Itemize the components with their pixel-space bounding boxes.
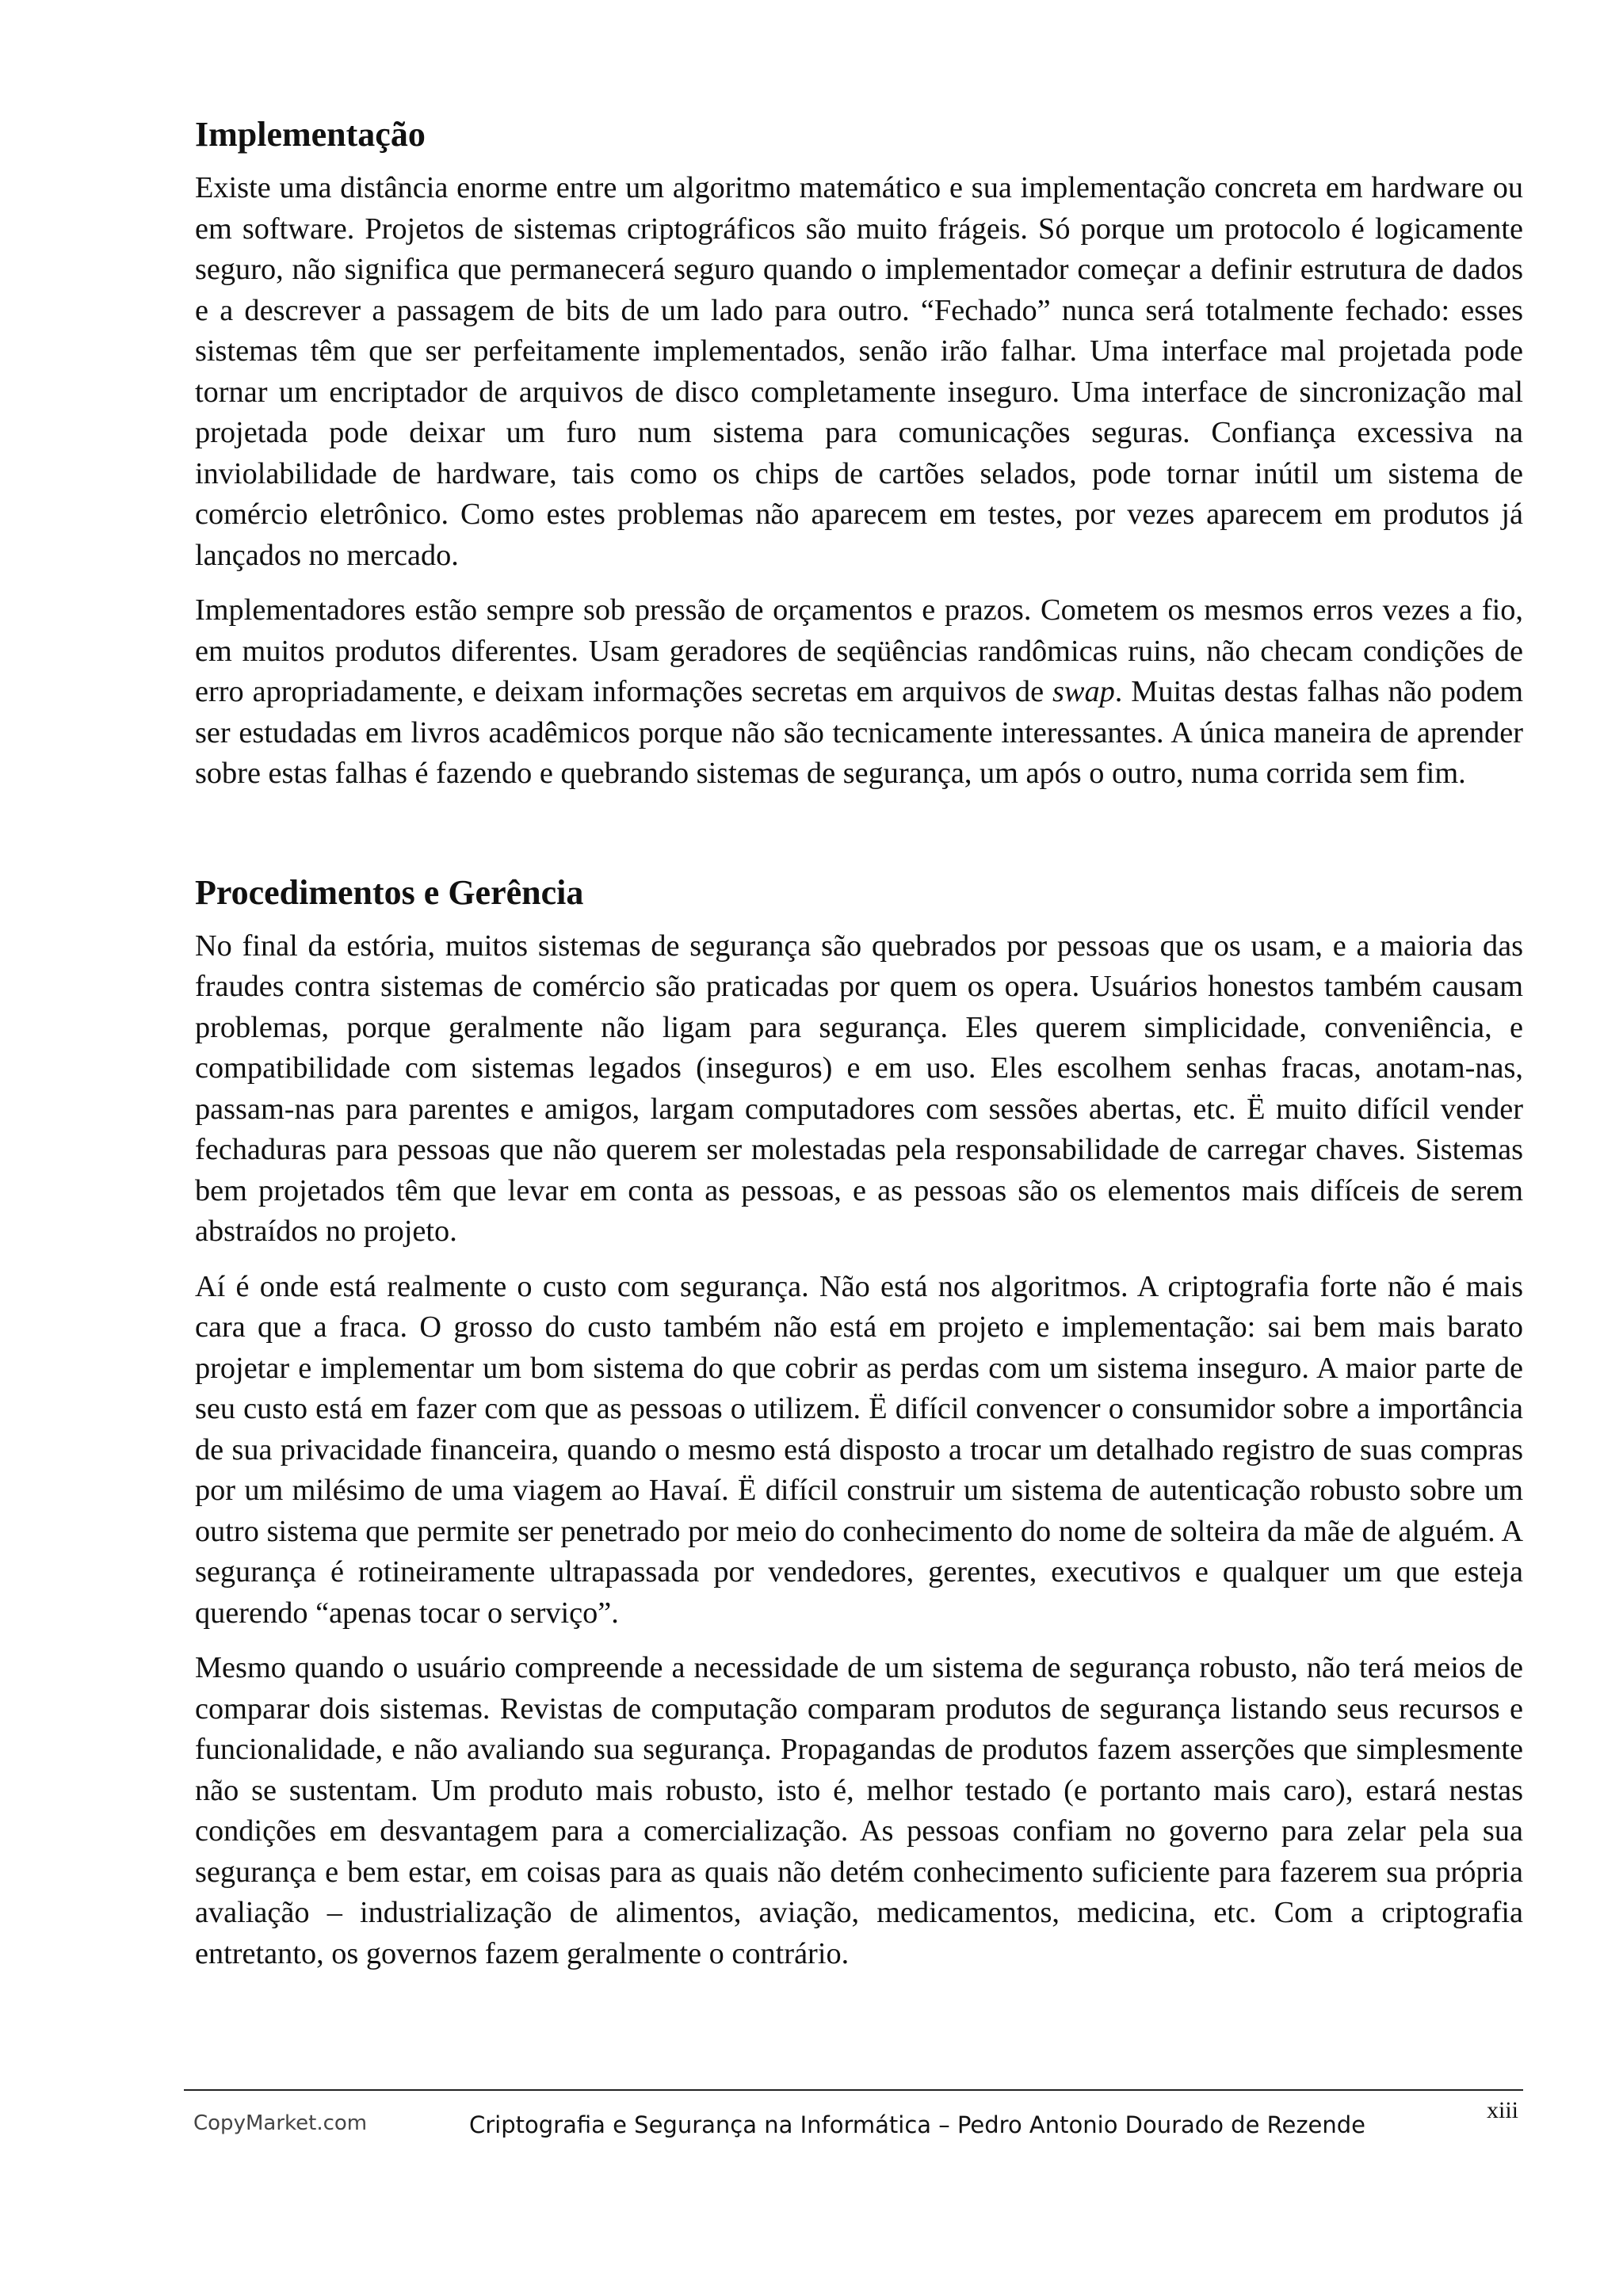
- paragraph-text-before-emphasis: Implementadores estão sempre sob pressão de orçamentos e prazos. Cometem os mesmos erros vezes a fio, em muitos produtos diferentes. Usam geradores de seqüências randômicas ruins, não checam condições de erro apropriadamente, e deixam informações secretas em arquivos de: [195, 593, 1523, 708]
- paragraph-text-after-emphasis: . Muitas destas falhas não podem ser estudadas em livros acadêmicos porque não são tecnicamente interessantes. A única maneira de aprender sobre estas falhas é fazendo e quebrando sistemas de segurança, um após o outro, numa corrida sem fim.: [195, 675, 1524, 790]
- footer-book-title: Criptografia e Segurança na Informática – Pedro Antonio Dourado de Rezende: [469, 2111, 1366, 2138]
- document-page: [195, 111, 1523, 1989]
- emphasis-swap: swap: [1052, 675, 1115, 708]
- section-heading-implementacao: Implementação: [195, 115, 426, 154]
- section-heading-procedimentos: Procedimentos e Gerência: [195, 872, 584, 912]
- page-footer: [184, 2089, 1523, 2145]
- paragraph-implementacao-2: [195, 590, 1523, 795]
- page-number: xiii: [1486, 2097, 1518, 2123]
- paragraph-procedimentos-2: Aí é onde está realmente o custo com segurança. Não está nos algoritmos. A criptografia forte não é mais cara que a fraca. O grosso do custo também não está em projeto e implementação: sai bem mais barato projetar e implementar um bom sistema do que cobrir as perdas com um sistema inseguro. A maior parte de seu custo está em fazer com que as pessoas o utilizem. Ë difícil convencer o consumidor sobre a importância de sua privacidade financeira, quando o mesmo está disposto a trocar um detalhado registro de suas compras por um milésimo de uma viagem ao Havaí. Ë difícil construir um sistema de autenticação robusto sobre um outro sistema que permite ser penetrado por meio do conhecimento do nome de solteira da mãe de alguém. A segurança é rotineiramente ultrapassada por vendedores, gerentes, executivos e qualquer um que esteja querendo “apenas tocar o serviço”.: [195, 1269, 1523, 1630]
- paragraph-procedimentos-1: No final da estória, muitos sistemas de segurança são quebrados por pessoas que os usam, e a maioria das fraudes contra sistemas de comércio são praticadas por quem os opera. Usuários honestos também causam problemas, porque geralmente não ligam para segurança. Eles querem simplicidade, conveniência, e compatibilidade com sistemas legados (inseguros) e em uso. Eles escolhem senhas fracas, anotam-nas, passam-nas para parentes e amigos, largam computadores com sessões abertas, etc. Ë muito difícil vender fechaduras para pessoas que não querem ser molestadas pela responsabilidade de carregar chaves. Sistemas bem projetados têm que levar em conta as pessoas, e as pessoas são os elementos mais difíceis de serem abstraídos no projeto.: [195, 929, 1523, 1248]
- footer-site-name: CopyMarket.com: [193, 2111, 368, 2135]
- footer-divider: [184, 2089, 1523, 2091]
- section-implementacao: [195, 111, 1523, 795]
- paragraph-implementacao-1: Existe uma distância enorme entre um algoritmo matemático e sua implementação concreta em hardware ou em software. Projetos de sistemas criptográficos são muito frágeis. Só porque um protocolo é logicamente seguro, não significa que permanecerá seguro quando o implementador começar a definir estrutura de dados e a descrever a passagem de bits de um lado para outro. “Fechado” nunca será totalmente fechado: esses sistemas têm que ser perfeitamente implementados, senão irão falhar. Uma interface mal projetada pode tornar um encriptador de arquivos de disco completamente inseguro. Uma interface de sincronização mal projetada pode deixar um furo num sistema para comunicações seguras. Confiança excessiva na inviolabilidade de hardware, tais como os chips de cartões selados, pode tornar inútil um sistema de comércio eletrônico. Como estes problemas não aparecem em testes, por vezes aparecem em produtos já lançados no mercado.: [195, 171, 1523, 572]
- section-procedimentos-e-gerencia: [195, 869, 1523, 1975]
- paragraph-procedimentos-3: Mesmo quando o usuário compreende a necessidade de um sistema de segurança robusto, não terá meios de comparar dois sistemas. Revistas de computação comparam produtos de segurança listando seus recursos e funcionalidade, e não avaliando sua segurança. Propagandas de produtos fazem asserções que simplesmente não se sustentam. Um produto mais robusto, isto é, melhor testado (e portanto mais caro), estará nestas condições em desvantagem para a comercialização. As pessoas confiam no governo para zelar pela sua segurança e bem estar, em coisas para as quais não detém conhecimento suficiente para fazerem sua própria avaliação – industrialização de alimentos, aviação, medicamentos, medicina, etc. Com a criptografia entretanto, os governos fazem geralmente o contrário.: [195, 1651, 1523, 1970]
